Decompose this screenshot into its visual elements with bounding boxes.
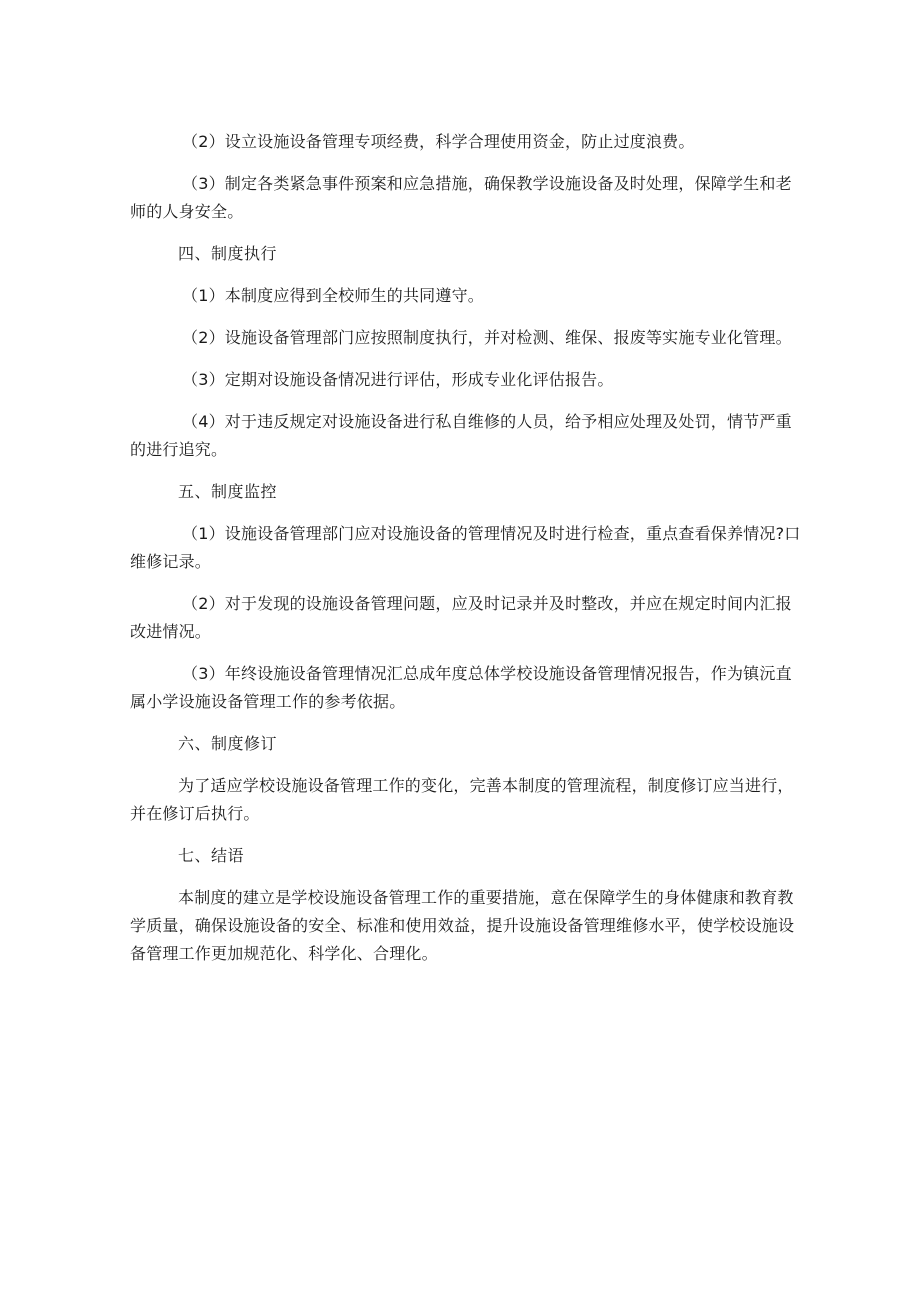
paragraph-penalty: （4）对于违反规定对设施设备进行私自维修的人员，给予相应处理及处罚，情节严重的进行追究。 bbox=[130, 412, 792, 459]
paragraph-rectification: （2）对于发现的设施设备管理问题，应及时记录并及时整改，并应在规定时间内汇报改进情况。 bbox=[130, 594, 792, 641]
section-heading-revision: 六、制度修订 bbox=[178, 734, 278, 753]
paragraph-evaluation: （3）定期对设施设备情况进行评估，形成专业化评估报告。 bbox=[182, 370, 614, 389]
paragraph-compliance: （1）本制度应得到全校师生的共同遵守。 bbox=[182, 286, 484, 305]
paragraph-inspection: （1）设施设备管理部门应对设施设备的管理情况及时进行检查，重点查看保养情况?口维修记录。 bbox=[130, 524, 801, 571]
paragraph-management: （2）设施设备管理部门应按照制度执行，并对检测、维保、报废等实施专业化管理。 bbox=[182, 328, 792, 347]
paragraph-conclusion: 本制度的建立是学校设施设备管理工作的重要措施，意在保障学生的身体健康和教育教学质量，确保设施设备的安全、标准和使用效益，提升设施设备管理维修水平，使学校设施设备管理工作更加规范化、科学化、合理化。 bbox=[130, 888, 795, 963]
section-heading-conclusion: 七、结语 bbox=[178, 846, 245, 865]
paragraph-annual-report: （3）年终设施设备管理情况汇总成年度总体学校设施设备管理情况报告，作为镇沅直属小学设施设备管理工作的参考依据。 bbox=[130, 664, 792, 711]
paragraph-revision: 为了适应学校设施设备管理工作的变化，完善本制度的管理流程，制度修订应当进行，并在修订后执行。 bbox=[130, 776, 794, 823]
document-body bbox=[130, 128, 802, 982]
paragraph-emergency-plan: （3）制定各类紧急事件预案和应急措施，确保教学设施设备及时处理，保障学生和老师的人身安全。 bbox=[130, 174, 792, 221]
section-heading-monitoring: 五、制度监控 bbox=[178, 482, 278, 501]
paragraph-funding: （2）设立设施设备管理专项经费，科学合理使用资金，防止过度浪费。 bbox=[182, 132, 695, 151]
section-heading-execution: 四、制度执行 bbox=[178, 244, 278, 263]
